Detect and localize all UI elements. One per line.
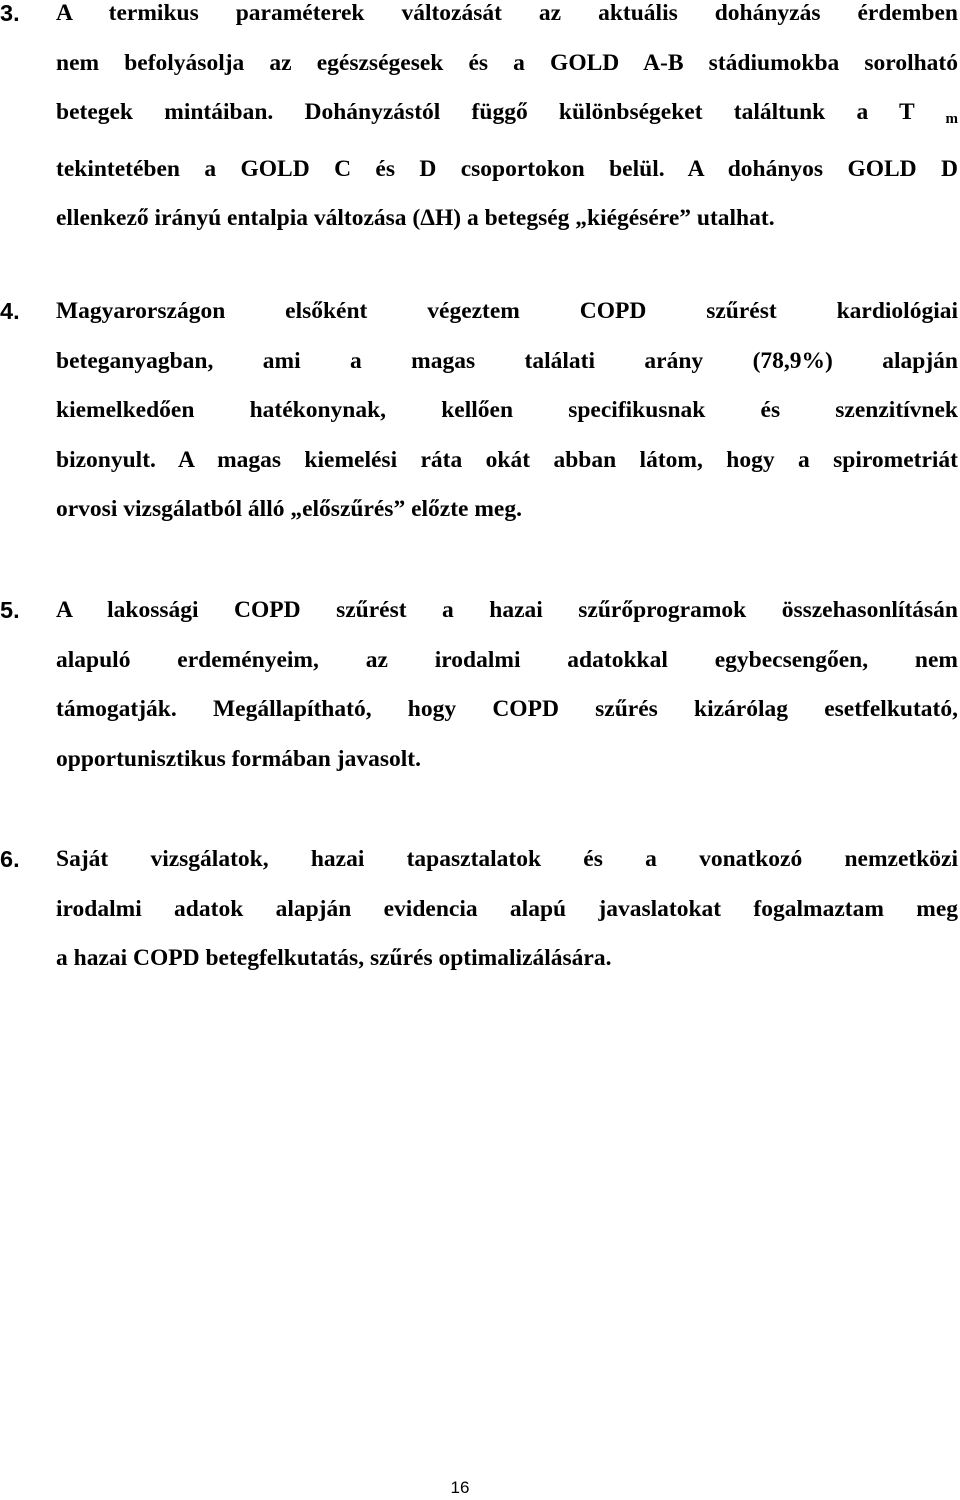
text-line: orvosi vizsgálatból álló „előszűrés” előzte meg. (56, 496, 522, 522)
item-text (56, 0, 958, 244)
item-number: 5. (0, 597, 20, 623)
text-line: a hazai COPD betegfelkutatás, szűrés optimalizálására. (56, 945, 612, 971)
text-line: A lakossági COPD szűrést a hazai szűrőprogramok összehasonlításán (56, 597, 958, 623)
item-number: 4. (0, 298, 20, 324)
text-line: nem befolyásolja az egészségesek és a GOLD A-B stádiumokba sorolható (56, 49, 958, 76)
item-text (56, 287, 958, 535)
text-line: betegek mintáiban. Dohányzástól függő különbségeket találtunk a T (56, 99, 915, 125)
item-number: 3. (0, 0, 20, 26)
conclusion-item-6 (0, 835, 958, 984)
page-number: 16 (450, 1478, 470, 1497)
text-line: A termikus paraméterek változását az aktuális dohányzás érdemben (56, 0, 958, 26)
text-line: beteganyagban, ami a magas találati arány (78,9%) alapján (56, 347, 958, 374)
text-line: ellenkező irányú entalpia változása (ΔH) a betegség „kiégésére” utalhat. (56, 205, 775, 231)
text-line-with-subscript (56, 88, 958, 145)
text-line: Magyarországon elsőként végeztem COPD szűrést kardiológiai (56, 298, 958, 324)
text-line: támogatják. Megállapítható, hogy COPD szűrés kizárólag esetfelkutató, (56, 696, 958, 722)
text-line: opportunisztikus formában javasolt. (56, 745, 421, 772)
text-line: alapuló erdeményeim, az irodalmi adatokkal egybecsengően, nem (56, 646, 958, 673)
conclusion-item-5 (0, 586, 958, 784)
text-line: bizonyult. A magas kiemelési ráta okát abban látom, hogy a spirometriát (56, 446, 958, 473)
conclusion-item-3 (0, 0, 958, 244)
subscript-m: m (945, 111, 958, 127)
item-number: 6. (0, 846, 20, 872)
text-line: tekintetében a GOLD C és D csoportokon belül. A dohányos GOLD D (56, 155, 958, 182)
conclusion-item-4 (0, 287, 958, 535)
text-line: Saját vizsgálatok, hazai tapasztalatok és a vonatkozó nemzetközi (56, 846, 958, 872)
item-text (56, 586, 958, 784)
text-line: kiemelkedően hatékonynak, kellően specifikusnak és szenzitívnek (56, 397, 958, 423)
text-line: irodalmi adatok alapján evidencia alapú javaslatokat fogalmaztam meg (56, 895, 958, 922)
item-text (56, 835, 958, 984)
